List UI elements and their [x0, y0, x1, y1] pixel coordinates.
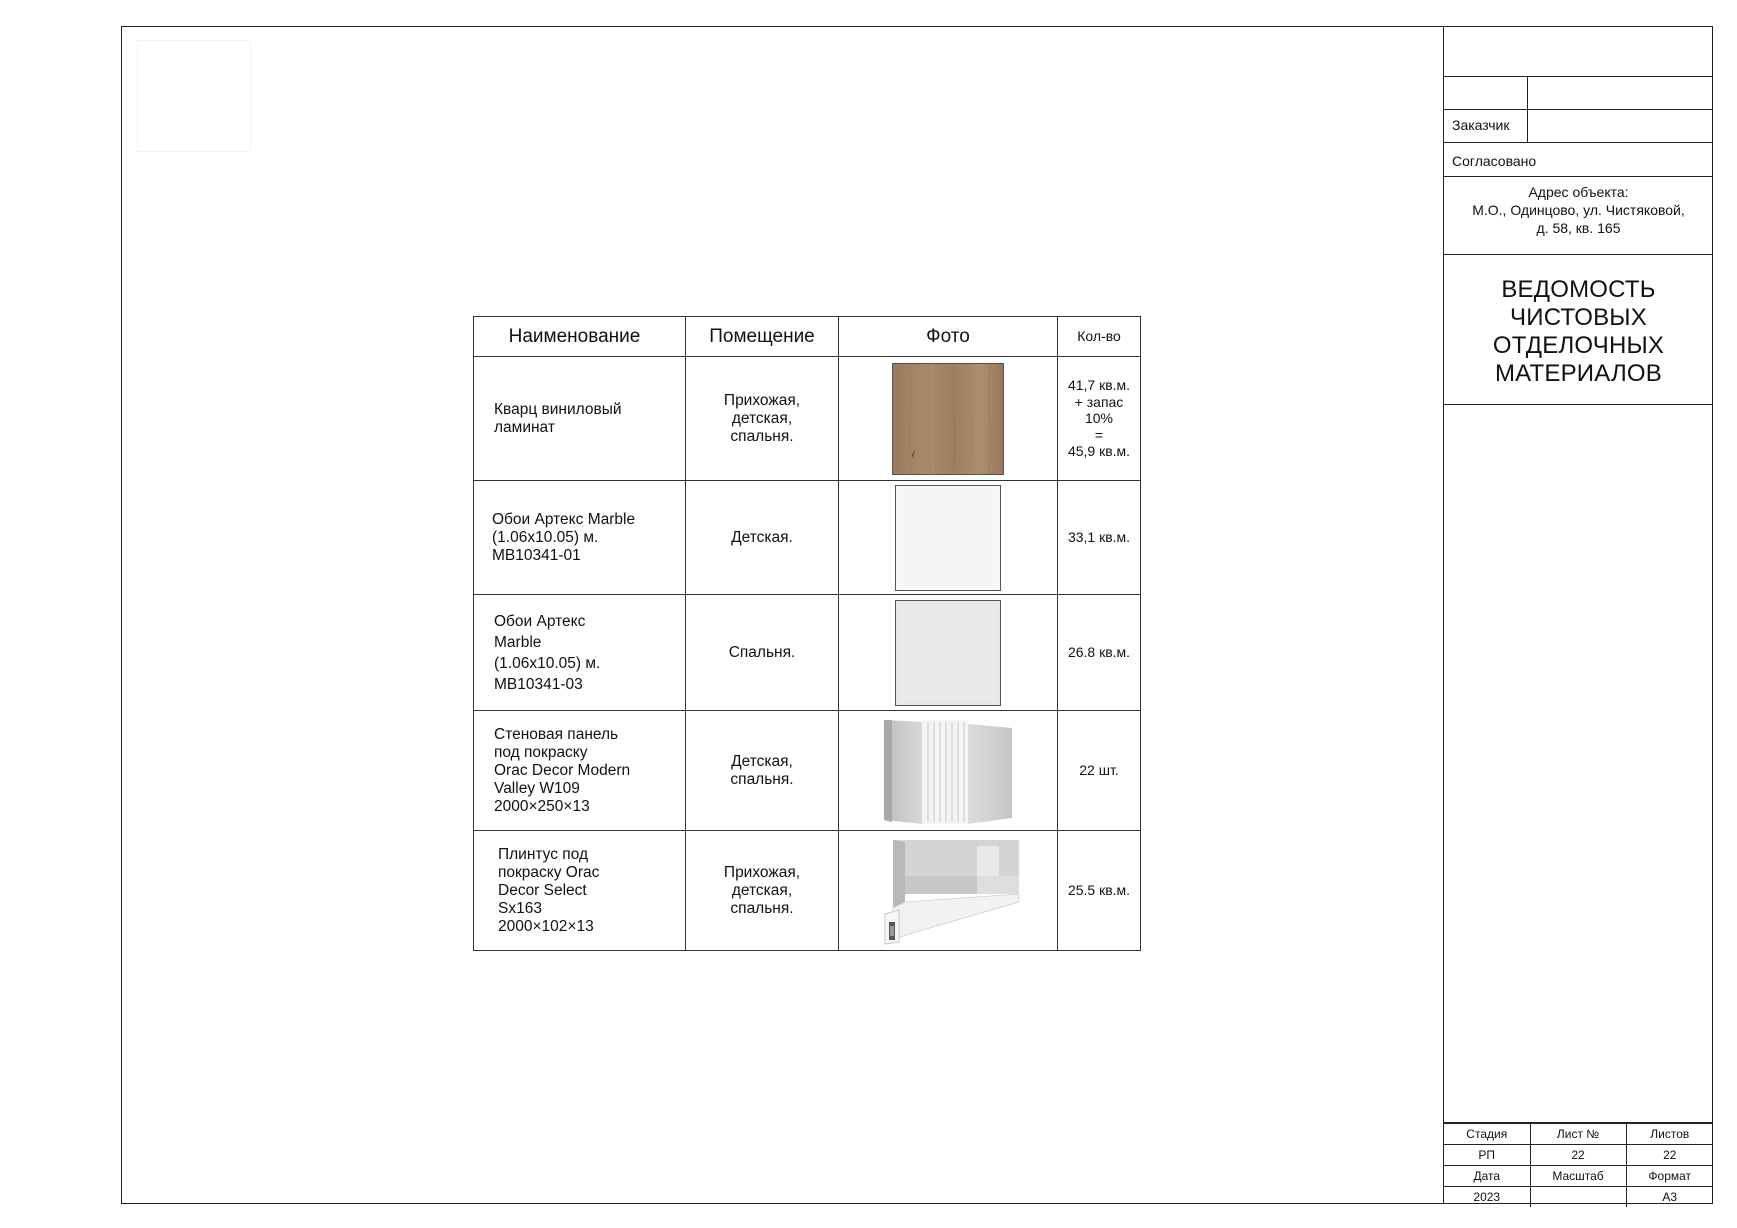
material-name: Стеновая панель под покраску Orac Decor Modern Valley W109 2000×250×13 — [474, 711, 686, 831]
divider — [1444, 254, 1713, 255]
title-block — [1443, 26, 1713, 1204]
stamp-table — [1444, 1122, 1713, 1204]
white-wallpaper-swatch — [895, 485, 1001, 591]
material-name: Плинтус под покраску Orac Decor Select Sx163 2000×102×13 — [474, 831, 686, 951]
divider — [1444, 109, 1713, 110]
material-photo-cell — [839, 831, 1058, 951]
material-room: Прихожая, детская, спальня. — [686, 831, 839, 951]
stage-label: Стадия — [1444, 1124, 1530, 1145]
table-row — [474, 595, 1141, 711]
format-value: А3 — [1626, 1187, 1713, 1208]
scale-value — [1530, 1187, 1626, 1208]
agreed-label: Согласовано — [1452, 153, 1537, 169]
material-photo-cell — [839, 711, 1058, 831]
table-row — [474, 481, 1141, 595]
fluted-wall-panel — [878, 714, 1018, 828]
customer-label: Заказчик — [1452, 117, 1510, 133]
wood-laminate-swatch — [892, 363, 1004, 475]
object-address: Адрес объекта: М.О., Одинцово, ул. Чистяковой, д. 58, кв. 165 — [1472, 184, 1685, 236]
material-qty: 33,1 кв.м. — [1058, 481, 1141, 595]
sheets-value: 22 — [1626, 1145, 1713, 1166]
material-room: Детская. — [686, 481, 839, 595]
document-title: ВЕДОМОСТЬ ЧИСТОВЫХ ОТДЕЛОЧНЫХ МАТЕРИАЛОВ — [1492, 276, 1665, 387]
header-photo: Фото — [839, 317, 1058, 357]
date-value: 2023 — [1444, 1187, 1530, 1208]
materials-table — [473, 316, 1141, 951]
material-name: Обои Артекс Marble (1.06x10.05) м. MB10341-03 — [474, 595, 686, 711]
material-qty: 26.8 кв.м. — [1058, 595, 1141, 711]
header-name: Наименование — [474, 317, 686, 357]
date-label: Дата — [1444, 1166, 1530, 1187]
material-room: Прихожая, детская, спальня. — [686, 357, 839, 481]
grey-wallpaper-swatch — [895, 600, 1001, 706]
scale-label: Масштаб — [1530, 1166, 1626, 1187]
divider — [1444, 76, 1713, 77]
material-name: Обои Артекс Marble (1.06x10.05) м. MB10341-01 — [474, 481, 686, 595]
table-row — [474, 711, 1141, 831]
material-qty: 22 шт. — [1058, 711, 1141, 831]
material-photo-cell — [839, 357, 1058, 481]
table-header-row — [474, 317, 1141, 357]
material-photo-cell — [839, 595, 1058, 711]
stage-value: РП — [1444, 1145, 1530, 1166]
format-label: Формат — [1626, 1166, 1713, 1187]
header-room: Помещение — [686, 317, 839, 357]
material-room: Детская, спальня. — [686, 711, 839, 831]
logo-placeholder — [137, 40, 251, 152]
material-room: Спальня. — [686, 595, 839, 711]
table-row — [474, 357, 1141, 481]
material-qty: 41,7 кв.м. + запас 10% = 45,9 кв.м. — [1058, 357, 1141, 481]
header-qty: Кол-во — [1058, 317, 1141, 357]
divider — [1444, 176, 1713, 177]
material-name: Кварц виниловый ламинат — [474, 357, 686, 481]
sheet-value: 22 — [1530, 1145, 1626, 1166]
sheets-label: Листов — [1626, 1124, 1713, 1145]
divider — [1444, 142, 1713, 143]
material-photo-cell — [839, 481, 1058, 595]
divider — [1444, 404, 1713, 405]
material-qty: 25.5 кв.м. — [1058, 831, 1141, 951]
baseboard-profile — [873, 836, 1023, 946]
sheet-label: Лист № — [1530, 1124, 1626, 1145]
table-row — [474, 831, 1141, 951]
